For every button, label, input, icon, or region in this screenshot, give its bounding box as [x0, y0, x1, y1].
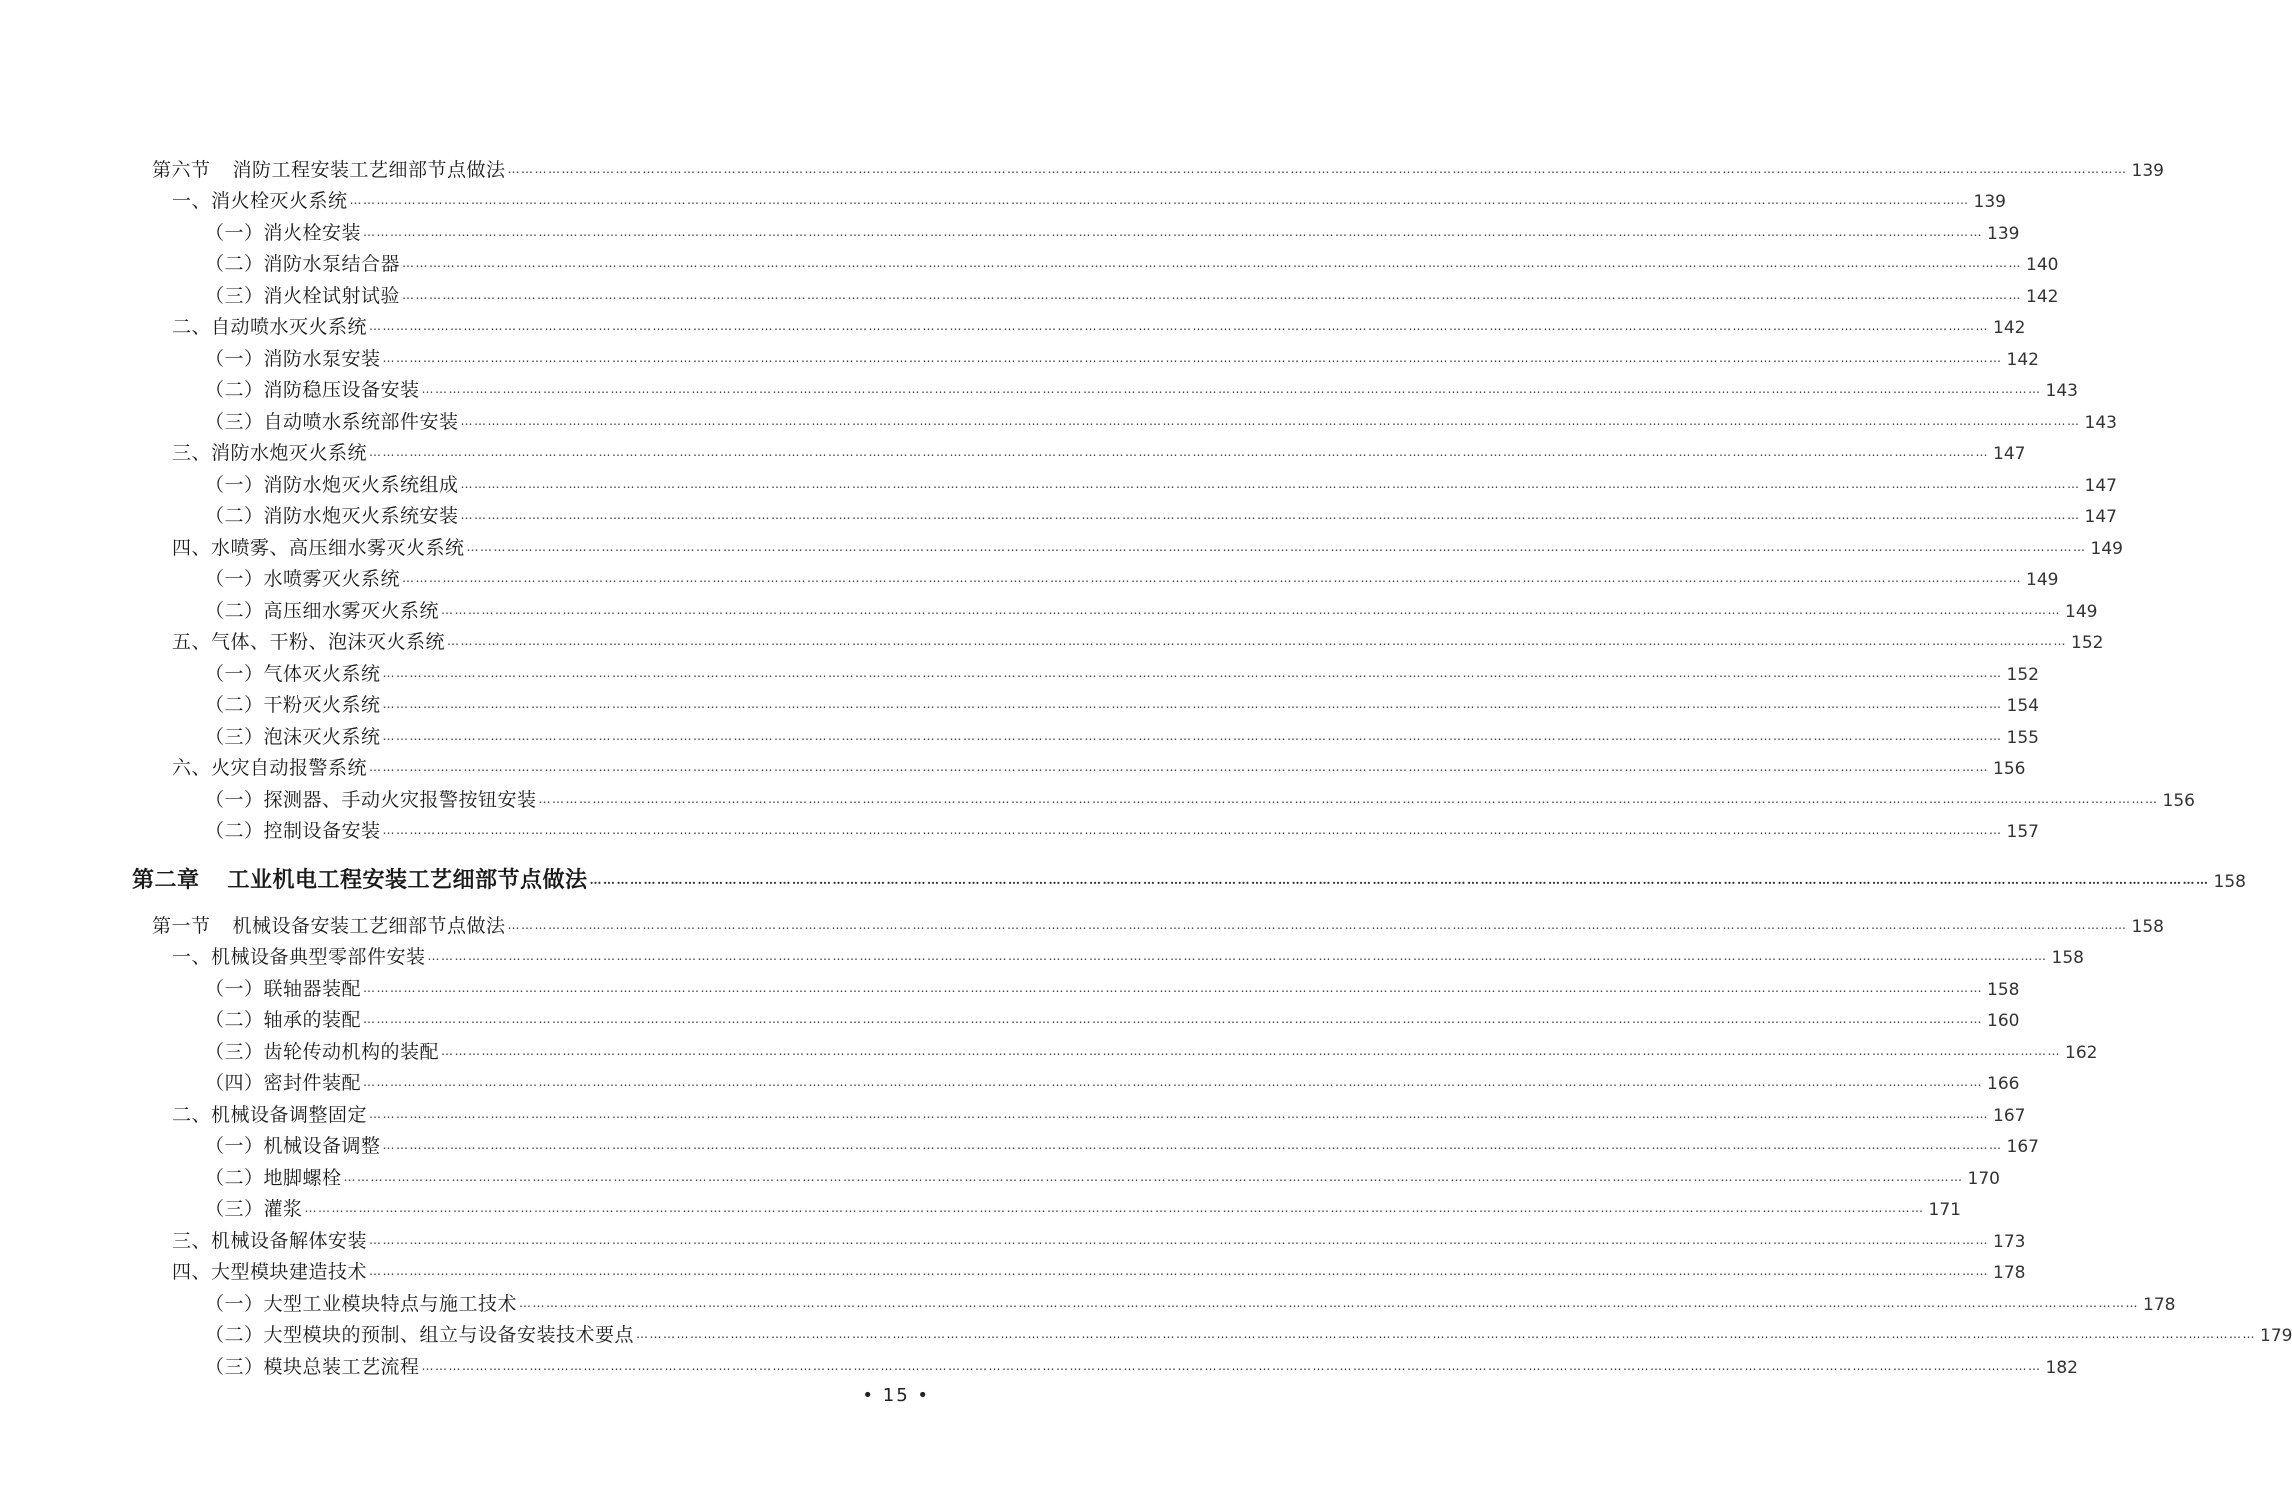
toc-entry-sub — [205, 1163, 2000, 1193]
dot-leader: ……………………………………………………………………………………………………………………………………………………………………………………………………………………………………………………………………………………………………………………………… — [519, 1296, 2140, 1310]
toc-entry-page: 143 — [2045, 381, 2078, 401]
toc-entry-title: 一、机械设备典型零部件安装 — [172, 946, 426, 968]
toc-entry-sub — [205, 218, 2020, 248]
toc-entry-sub — [205, 344, 2039, 374]
dot-leader: ……………………………………………………………………………………………………………………………………………………………………………………………………………………………………………………………………………………………………………………………… — [382, 351, 2003, 365]
toc-entry-item — [172, 1100, 2026, 1130]
toc-entry-title: （三）自动喷水系统部件安装 — [205, 411, 459, 433]
toc-entry-page: 147 — [1993, 444, 2026, 464]
toc-entry-title: （一）大型工业模块特点与施工技术 — [205, 1293, 518, 1315]
dot-leader: ……………………………………………………………………………………………………………………………………………………………………………………………………………………………………………………………………………………………………………………………… — [538, 792, 2159, 806]
toc-entry-title: （二）轴承的装配 — [205, 1009, 362, 1031]
dot-leader: ……………………………………………………………………………………………………………………………………………………………………………………………………………………………………………………………………………………………………………………………… — [382, 823, 2003, 837]
toc-entry-title: 四、大型模块建造技术 — [172, 1261, 368, 1283]
toc-entry-sub — [205, 1037, 2098, 1067]
toc-entry-label — [172, 438, 367, 468]
toc-entry-label — [205, 722, 381, 752]
dot-leader: ……………………………………………………………………………………………………………………………………………………………………………………………………………………………………………………………………………………………………………………………… — [441, 603, 2062, 617]
toc-entry-sub — [205, 1289, 2176, 1319]
toc-entry-item — [172, 438, 2026, 468]
toc-entry-label — [205, 470, 459, 500]
toc-entry-page: 155 — [2006, 728, 2039, 748]
toc-entry-item — [172, 753, 2026, 783]
dot-leader: ……………………………………………………………………………………………………………………………………………………………………………………………………………………………………………………………………………………………………………………………… — [363, 981, 1984, 995]
toc-entry-label — [205, 1352, 420, 1382]
toc-entry-sub — [205, 596, 2098, 626]
toc-entry-label — [172, 533, 465, 563]
toc-entry-title: 六、火灾自动报警系统 — [172, 757, 368, 779]
toc-entry-page: 178 — [2143, 1295, 2176, 1315]
toc-entry-label — [205, 1163, 342, 1193]
toc-entry-sub — [205, 659, 2039, 689]
toc-entry-title: 三、机械设备解体安装 — [172, 1230, 368, 1252]
dot-leader: ……………………………………………………………………………………………………………………………………………………………………………………………………………………………………………………………………………………………………………………………… — [369, 1107, 1990, 1121]
toc-entry-label — [205, 407, 459, 437]
toc-entry-page: 171 — [1928, 1200, 1961, 1220]
toc-entry-page: 139 — [2131, 161, 2164, 181]
dot-leader: ……………………………………………………………………………………………………………………………………………………………………………………………………………………………………………………………………………………………………………………………… — [402, 571, 2023, 585]
toc-entry-label — [205, 249, 400, 279]
toc-entry-title: （二）地脚螺栓 — [205, 1167, 342, 1189]
dot-leader: ……………………………………………………………………………………………………………………………………………………………………………………………………………………………………………………………………………………………………………………………… — [369, 1264, 1990, 1278]
toc-entry-title: （二）大型模块的预制、组立与设备安装技术要点 — [205, 1324, 635, 1346]
toc-entry-sub — [205, 816, 2039, 846]
toc-entry-sub — [205, 785, 2195, 815]
toc-entry-page: 149 — [2090, 539, 2123, 559]
toc-entry-page: 158 — [2213, 872, 2246, 892]
dot-leader: ……………………………………………………………………………………………………………………………………………………………………………………………………………………………………………………………………………………………………………………………… — [382, 666, 2003, 680]
toc-entry-page: 158 — [2051, 948, 2084, 968]
toc-entry-number: 第一节 — [152, 915, 211, 937]
toc-entry-sub — [205, 1131, 2039, 1161]
dot-leader: ……………………………………………………………………………………………………………………………………………………………………………………………………………………………………………………………………………………………………………………………… — [369, 760, 1990, 774]
toc-entry-item — [172, 312, 2026, 342]
toc-entry-sub — [205, 407, 2117, 437]
toc-entry-label — [205, 218, 361, 248]
toc-entry-label — [172, 1100, 367, 1130]
dot-leader: ……………………………………………………………………………………………………………………………………………………………………………………………………………………………………………………………………………………………………………………………… — [466, 540, 2087, 554]
toc-entry-sub — [205, 1194, 1961, 1224]
dot-leader: ……………………………………………………………………………………………………………………………………………………………………………………………………………………………………………………………………………………………………………………………… — [382, 1138, 2003, 1152]
toc-entry-title: （一）探测器、手动火灾报警按钮安装 — [205, 789, 537, 811]
toc-entry-section — [152, 911, 2164, 941]
toc-entry-chapter — [132, 863, 2246, 897]
toc-entry-page: 154 — [2006, 696, 2039, 716]
toc-entry-title: （二）干粉灭火系统 — [205, 694, 381, 716]
toc-entry-label — [205, 564, 400, 594]
toc-entry-title: （一）机械设备调整 — [205, 1135, 381, 1157]
dot-leader: ……………………………………………………………………………………………………………………………………………………………………………………………………………………………………………………………………………………………………………………………… — [460, 477, 2081, 491]
toc-entry-page: 167 — [2006, 1137, 2039, 1157]
toc-entry-sub — [205, 974, 2020, 1004]
toc-entry-title: 二、自动喷水灭火系统 — [172, 316, 368, 338]
toc-entry-title: 三、消防水炮灭火系统 — [172, 442, 368, 464]
dot-leader: ……………………………………………………………………………………………………………………………………………………………………………………………………………………………………………………………………………………………………………………………… — [421, 382, 2042, 396]
toc-entry-title: 五、气体、干粉、泡沫灭火系统 — [172, 631, 446, 653]
toc-entry-page: 156 — [1993, 759, 2026, 779]
toc-entry-page: 182 — [2045, 1358, 2078, 1378]
toc-entry-title: （二）消防水泵结合器 — [205, 253, 401, 275]
toc-entry-page: 162 — [2065, 1043, 2098, 1063]
toc-entry-sub — [205, 690, 2039, 720]
dot-leader: ……………………………………………………………………………………………………………………………………………………………………………………………………………………………………………………………………………………………………………………………… — [402, 256, 2023, 270]
toc-entry-page: 166 — [1987, 1074, 2020, 1094]
toc-entry-label — [205, 375, 420, 405]
toc-entry-title: 一、消火栓灭火系统 — [172, 190, 348, 212]
toc-entry-page: 179 — [2260, 1326, 2292, 1346]
toc-entry-label — [172, 753, 367, 783]
dot-leader: ……………………………………………………………………………………………………………………………………………………………………………………………………………………………………………………………………………………………………………………………… — [369, 319, 1990, 333]
toc-entry-page: 147 — [2084, 476, 2117, 496]
page-number: • 15 • — [862, 1385, 930, 1406]
toc-entry-label — [205, 1068, 361, 1098]
toc-entry-item — [172, 1257, 2026, 1287]
dot-leader: ……………………………………………………………………………………………………………………………………………………………………………………………………………………………………………………………………………………………………………………………… — [369, 1233, 1990, 1247]
toc-entry-page: 158 — [2131, 917, 2164, 937]
dot-leader: ……………………………………………………………………………………………………………………………………………………………………………………………………………………………………………………………………………………………………………………………… — [421, 1359, 2042, 1373]
toc-entry-title: （二）消防稳压设备安装 — [205, 379, 420, 401]
dot-leader: ……………………………………………………………………………………………………………………………………………………………………………………………………………………………………………………………………………………………………………………………… — [382, 729, 2003, 743]
toc-entry-label — [205, 1194, 303, 1224]
toc-entry-title: （三）齿轮传动机构的装配 — [205, 1041, 440, 1063]
toc-entry-label — [205, 690, 381, 720]
toc-entry-page: 152 — [2071, 633, 2104, 653]
toc-entry-page: 139 — [1987, 224, 2020, 244]
toc-entry-label — [205, 785, 537, 815]
toc-entry-label — [172, 186, 348, 216]
toc-entry-sub — [205, 1068, 2020, 1098]
toc-entry-page: 143 — [2084, 413, 2117, 433]
toc-entry-label — [205, 1131, 381, 1161]
toc-entry-item — [172, 1226, 2026, 1256]
toc-entry-title: （一）气体灭火系统 — [205, 663, 381, 685]
toc-entry-title: （二）高压细水雾灭火系统 — [205, 600, 440, 622]
toc-entry-label — [172, 312, 367, 342]
toc-entry-title: （一）消防水炮灭火系统组成 — [205, 474, 459, 496]
toc-entry-item — [172, 186, 2006, 216]
dot-leader: ……………………………………………………………………………………………………………………………………………………………………………………………………………………………………………………………………………………………………………………………… — [382, 697, 2003, 711]
toc-entry-sub — [205, 564, 2059, 594]
toc-entry-page: 178 — [1993, 1263, 2026, 1283]
toc-entry-page: 149 — [2026, 570, 2059, 590]
toc-entry-page: 142 — [2006, 350, 2039, 370]
toc-entry-label — [205, 281, 400, 311]
toc-entry-label — [172, 627, 445, 657]
dot-leader: ……………………………………………………………………………………………………………………………………………………………………………………………………………………………………………………………………………………………………………………………… — [441, 1044, 2062, 1058]
toc-entry-sub — [205, 281, 2059, 311]
toc-entry-label — [205, 1320, 634, 1350]
toc-entry-page: 149 — [2065, 602, 2098, 622]
dot-leader: ……………………………………………………………………………………………………………………………………………………………………………………………………………………………………………………………………………………………………………………………… — [507, 918, 2128, 932]
dot-leader: ……………………………………………………………………………………………………………………………………………………………………………………………………………………………………………………………………………………………………………………………… — [636, 1327, 2257, 1341]
toc-entry-title: 消防工程安装工艺细部节点做法 — [232, 159, 506, 181]
toc-entry-sub — [205, 375, 2078, 405]
dot-leader: ……………………………………………………………………………………………………………………………………………………………………………………………………………………………………………………………………………………………………………………………… — [304, 1201, 1925, 1215]
toc-entry-sub — [205, 470, 2117, 500]
dot-leader: ……………………………………………………………………………………………………………………………………………………………………………………………………………………………………………………………………………………………………………………………… — [507, 162, 2128, 176]
toc-entry-section — [152, 155, 2164, 185]
toc-entry-sub — [205, 501, 2117, 531]
toc-entry-page: 156 — [2162, 791, 2195, 811]
toc-entry-label — [205, 1005, 361, 1035]
dot-leader: ……………………………………………………………………………………………………………………………………………………………………………………………………………………………………………………………………………………………………………………………… — [343, 1170, 1964, 1184]
toc-entry-title: 工业机电工程安装工艺细部节点做法 — [227, 867, 588, 893]
toc-entry-label — [205, 344, 381, 374]
dot-leader: ……………………………………………………………………………………………………………………………………………………………………………………………………………………………………………………………………………………………………………………………… — [349, 193, 1970, 207]
toc-entry-label — [172, 1226, 367, 1256]
toc-entry-label — [205, 974, 361, 1004]
dot-leader: ……………………………………………………………………………………………………………………………………………………………………………………………………………………………………………………………………………………………………………………………… — [363, 1075, 1984, 1089]
toc-entry-title: 机械设备安装工艺细部节点做法 — [232, 915, 506, 937]
toc-entry-title: （三）消火栓试射试验 — [205, 285, 401, 307]
toc-entry-page: 167 — [1993, 1106, 2026, 1126]
toc-entry-title: （三）泡沫灭火系统 — [205, 726, 381, 748]
toc-entry-page: 158 — [1987, 980, 2020, 1000]
toc-entry-page: 142 — [2026, 287, 2059, 307]
toc-entry-item — [172, 533, 2123, 563]
dot-leader: ……………………………………………………………………………………………………………………………………………………………………………………………………………………………………………………………………………………………………………………………… — [363, 225, 1984, 239]
toc-entry-title: （一）联轴器装配 — [205, 978, 362, 1000]
toc-entry-sub — [205, 1005, 2020, 1035]
toc-entry-title: （一）消防水泵安装 — [205, 348, 381, 370]
dot-leader: ……………………………………………………………………………………………………………………………………………………………………………………………………………………………………………………………………………………………………………………………… — [369, 445, 1990, 459]
dot-leader: ……………………………………………………………………………………………………………………………………………………………………………………………………………………………………………………………………………………………………………………………… — [589, 873, 2210, 887]
dot-leader: ……………………………………………………………………………………………………………………………………………………………………………………………………………………………………………………………………………………………………………………………… — [427, 949, 2048, 963]
toc-entry-page: 140 — [2026, 255, 2059, 275]
toc-entry-label — [205, 501, 459, 531]
toc-entry-label — [152, 155, 506, 185]
toc-entry-label — [205, 816, 381, 846]
toc-entry-sub — [205, 1352, 2078, 1382]
toc-entry-item — [172, 942, 2084, 972]
dot-leader: ……………………………………………………………………………………………………………………………………………………………………………………………………………………………………………………………………………………………………………………………… — [363, 1012, 1984, 1026]
toc-entry-label — [205, 1037, 439, 1067]
toc-entry-label — [205, 659, 381, 689]
toc-entry-page: 147 — [2084, 507, 2117, 527]
toc-entry-title: （三）模块总装工艺流程 — [205, 1356, 420, 1378]
toc-entry-page: 157 — [2006, 822, 2039, 842]
toc-entry-sub — [205, 249, 2059, 279]
toc-entry-label — [132, 863, 588, 897]
dot-leader: ……………………………………………………………………………………………………………………………………………………………………………………………………………………………………………………………………………………………………………………………… — [460, 414, 2081, 428]
toc-entry-title: 二、机械设备调整固定 — [172, 1104, 368, 1126]
dot-leader: ……………………………………………………………………………………………………………………………………………………………………………………………………………………………………………………………………………………………………………………………… — [460, 508, 2081, 522]
toc-entry-number: 第二章 — [132, 867, 200, 893]
dot-leader: ……………………………………………………………………………………………………………………………………………………………………………………………………………………………………………………………………………………………………………………………… — [447, 634, 2068, 648]
toc-entry-number: 第六节 — [152, 159, 211, 181]
toc-entry-label — [152, 911, 506, 941]
toc-entry-title: （二）控制设备安装 — [205, 820, 381, 842]
toc-entry-sub — [205, 722, 2039, 752]
dot-leader: ……………………………………………………………………………………………………………………………………………………………………………………………………………………………………………………………………………………………………………………………… — [402, 288, 2023, 302]
toc-entry-page: 139 — [1973, 192, 2006, 212]
toc-entry-page: 170 — [1967, 1169, 2000, 1189]
toc-entry-title: （二）消防水炮灭火系统安装 — [205, 505, 459, 527]
toc-entry-title: （一）消火栓安装 — [205, 222, 362, 244]
toc-entry-page: 142 — [1993, 318, 2026, 338]
toc-entry-page: 152 — [2006, 665, 2039, 685]
toc-entry-label — [205, 1289, 517, 1319]
toc-entry-title: 四、水喷雾、高压细水雾灭火系统 — [172, 537, 465, 559]
toc-entry-page: 173 — [1993, 1232, 2026, 1252]
toc-entry-label — [172, 942, 426, 972]
toc-entry-label — [205, 596, 439, 626]
toc-entry-label — [172, 1257, 367, 1287]
toc-entry-title: （一）水喷雾灭火系统 — [205, 568, 401, 590]
toc-entry-item — [172, 627, 2104, 657]
toc-entry-title: （三）灌浆 — [205, 1198, 303, 1220]
toc-entry-title: （四）密封件装配 — [205, 1072, 362, 1094]
toc-entry-sub — [205, 1320, 2292, 1350]
toc-entry-page: 160 — [1987, 1011, 2020, 1031]
